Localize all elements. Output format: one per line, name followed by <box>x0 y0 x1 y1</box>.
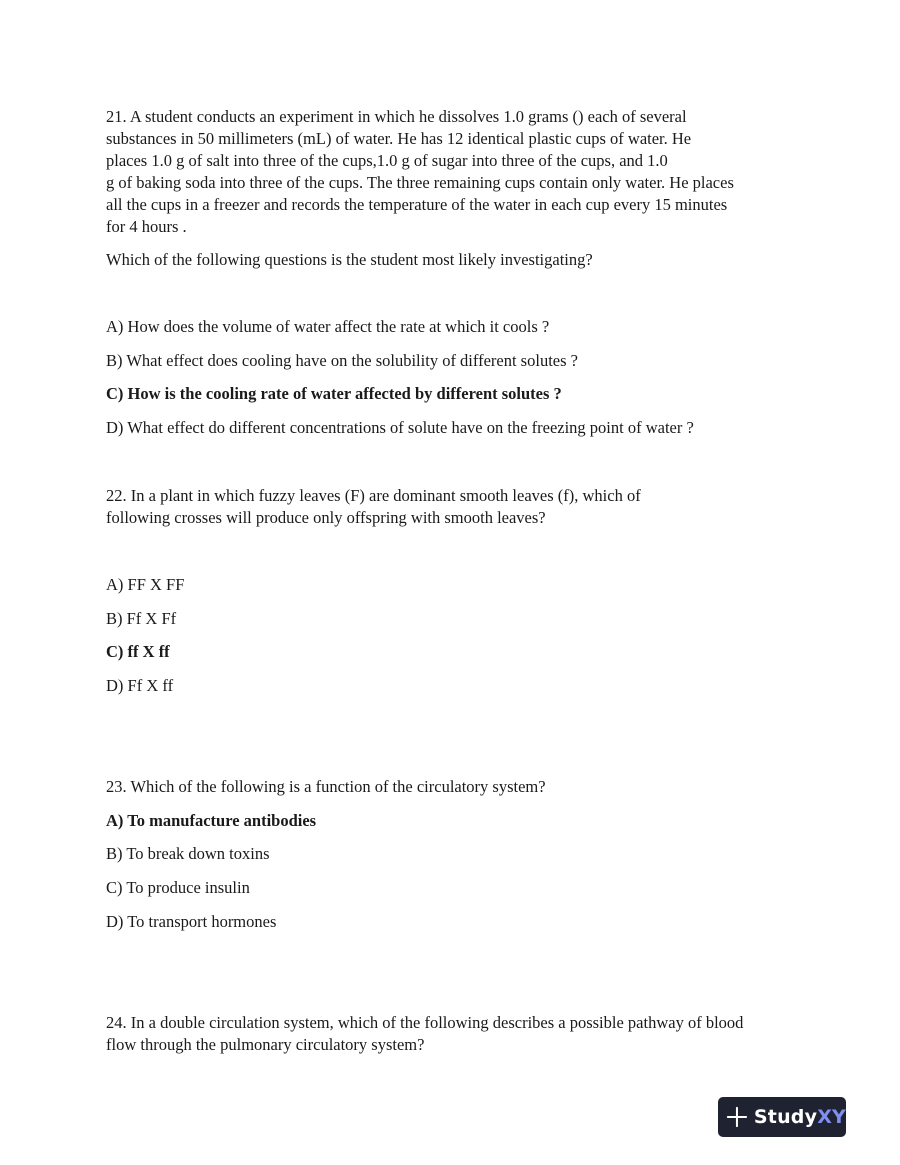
studyxy-logo[interactable] <box>718 1097 846 1137</box>
question-21-line: places 1.0 g of salt into three of the cups,1.0 g of sugar into three of the cups, and 1.0 <box>106 151 668 170</box>
question-21-line: for 4 hours . <box>106 217 187 236</box>
question-21-option-c-answer: C) How is the cooling rate of water affected by different solutes ? <box>106 384 562 403</box>
question-22-line: following crosses will produce only offspring with smooth leaves? <box>106 508 546 527</box>
question-22-option-b: B) Ff X Ff <box>106 609 177 628</box>
logo-text-accent: XY <box>817 1106 846 1128</box>
question-21-prompt: Which of the following questions is the student most likely investigating? <box>106 250 593 269</box>
question-21-option-b: B) What effect does cooling have on the solubility of different solutes ? <box>106 351 578 370</box>
question-21-option-d: D) What effect do different concentrations of solute have on the freezing point of water ? <box>106 418 694 437</box>
logo-wordmark <box>754 1106 846 1128</box>
logo-text-main: Study <box>753 1106 818 1128</box>
question-22-option-a: A) FF X FF <box>106 575 185 594</box>
question-21-text <box>106 106 796 238</box>
question-23-option-c: C) To produce insulin <box>106 878 250 897</box>
question-23-option-a-answer: A) To manufacture antibodies <box>106 811 317 830</box>
question-24-line: flow through the pulmonary circulatory system? <box>106 1035 425 1054</box>
question-24-line: 24. In a double circulation system, which of the following describes a possible pathway of blood <box>106 1013 744 1032</box>
plus-icon <box>726 1105 748 1129</box>
question-22-option-c-answer: C) ff X ff <box>106 642 170 661</box>
question-22-option-d: D) Ff X ff <box>106 676 174 695</box>
question-23-option-b: B) To break down toxins <box>106 844 270 863</box>
question-21-line: 21. A student conducts an experiment in which he dissolves 1.0 grams () each of several <box>106 107 687 126</box>
question-23-text: 23. Which of the following is a function of the circulatory system? <box>106 777 546 796</box>
question-21-line: substances in 50 millimeters (mL) of water. He has 12 identical plastic cups of water. He <box>106 129 692 148</box>
question-22-line: 22. In a plant in which fuzzy leaves (F) are dominant smooth leaves (f), which of <box>106 486 641 505</box>
question-23-option-d: D) To transport hormones <box>106 912 277 931</box>
question-21-option-a: A) How does the volume of water affect the rate at which it cools ? <box>106 317 550 336</box>
question-21-line: g of baking soda into three of the cups. The three remaining cups contain only water. He places <box>106 173 734 192</box>
question-21-line: all the cups in a freezer and records the temperature of the water in each cup every 15 minutes <box>106 195 728 214</box>
